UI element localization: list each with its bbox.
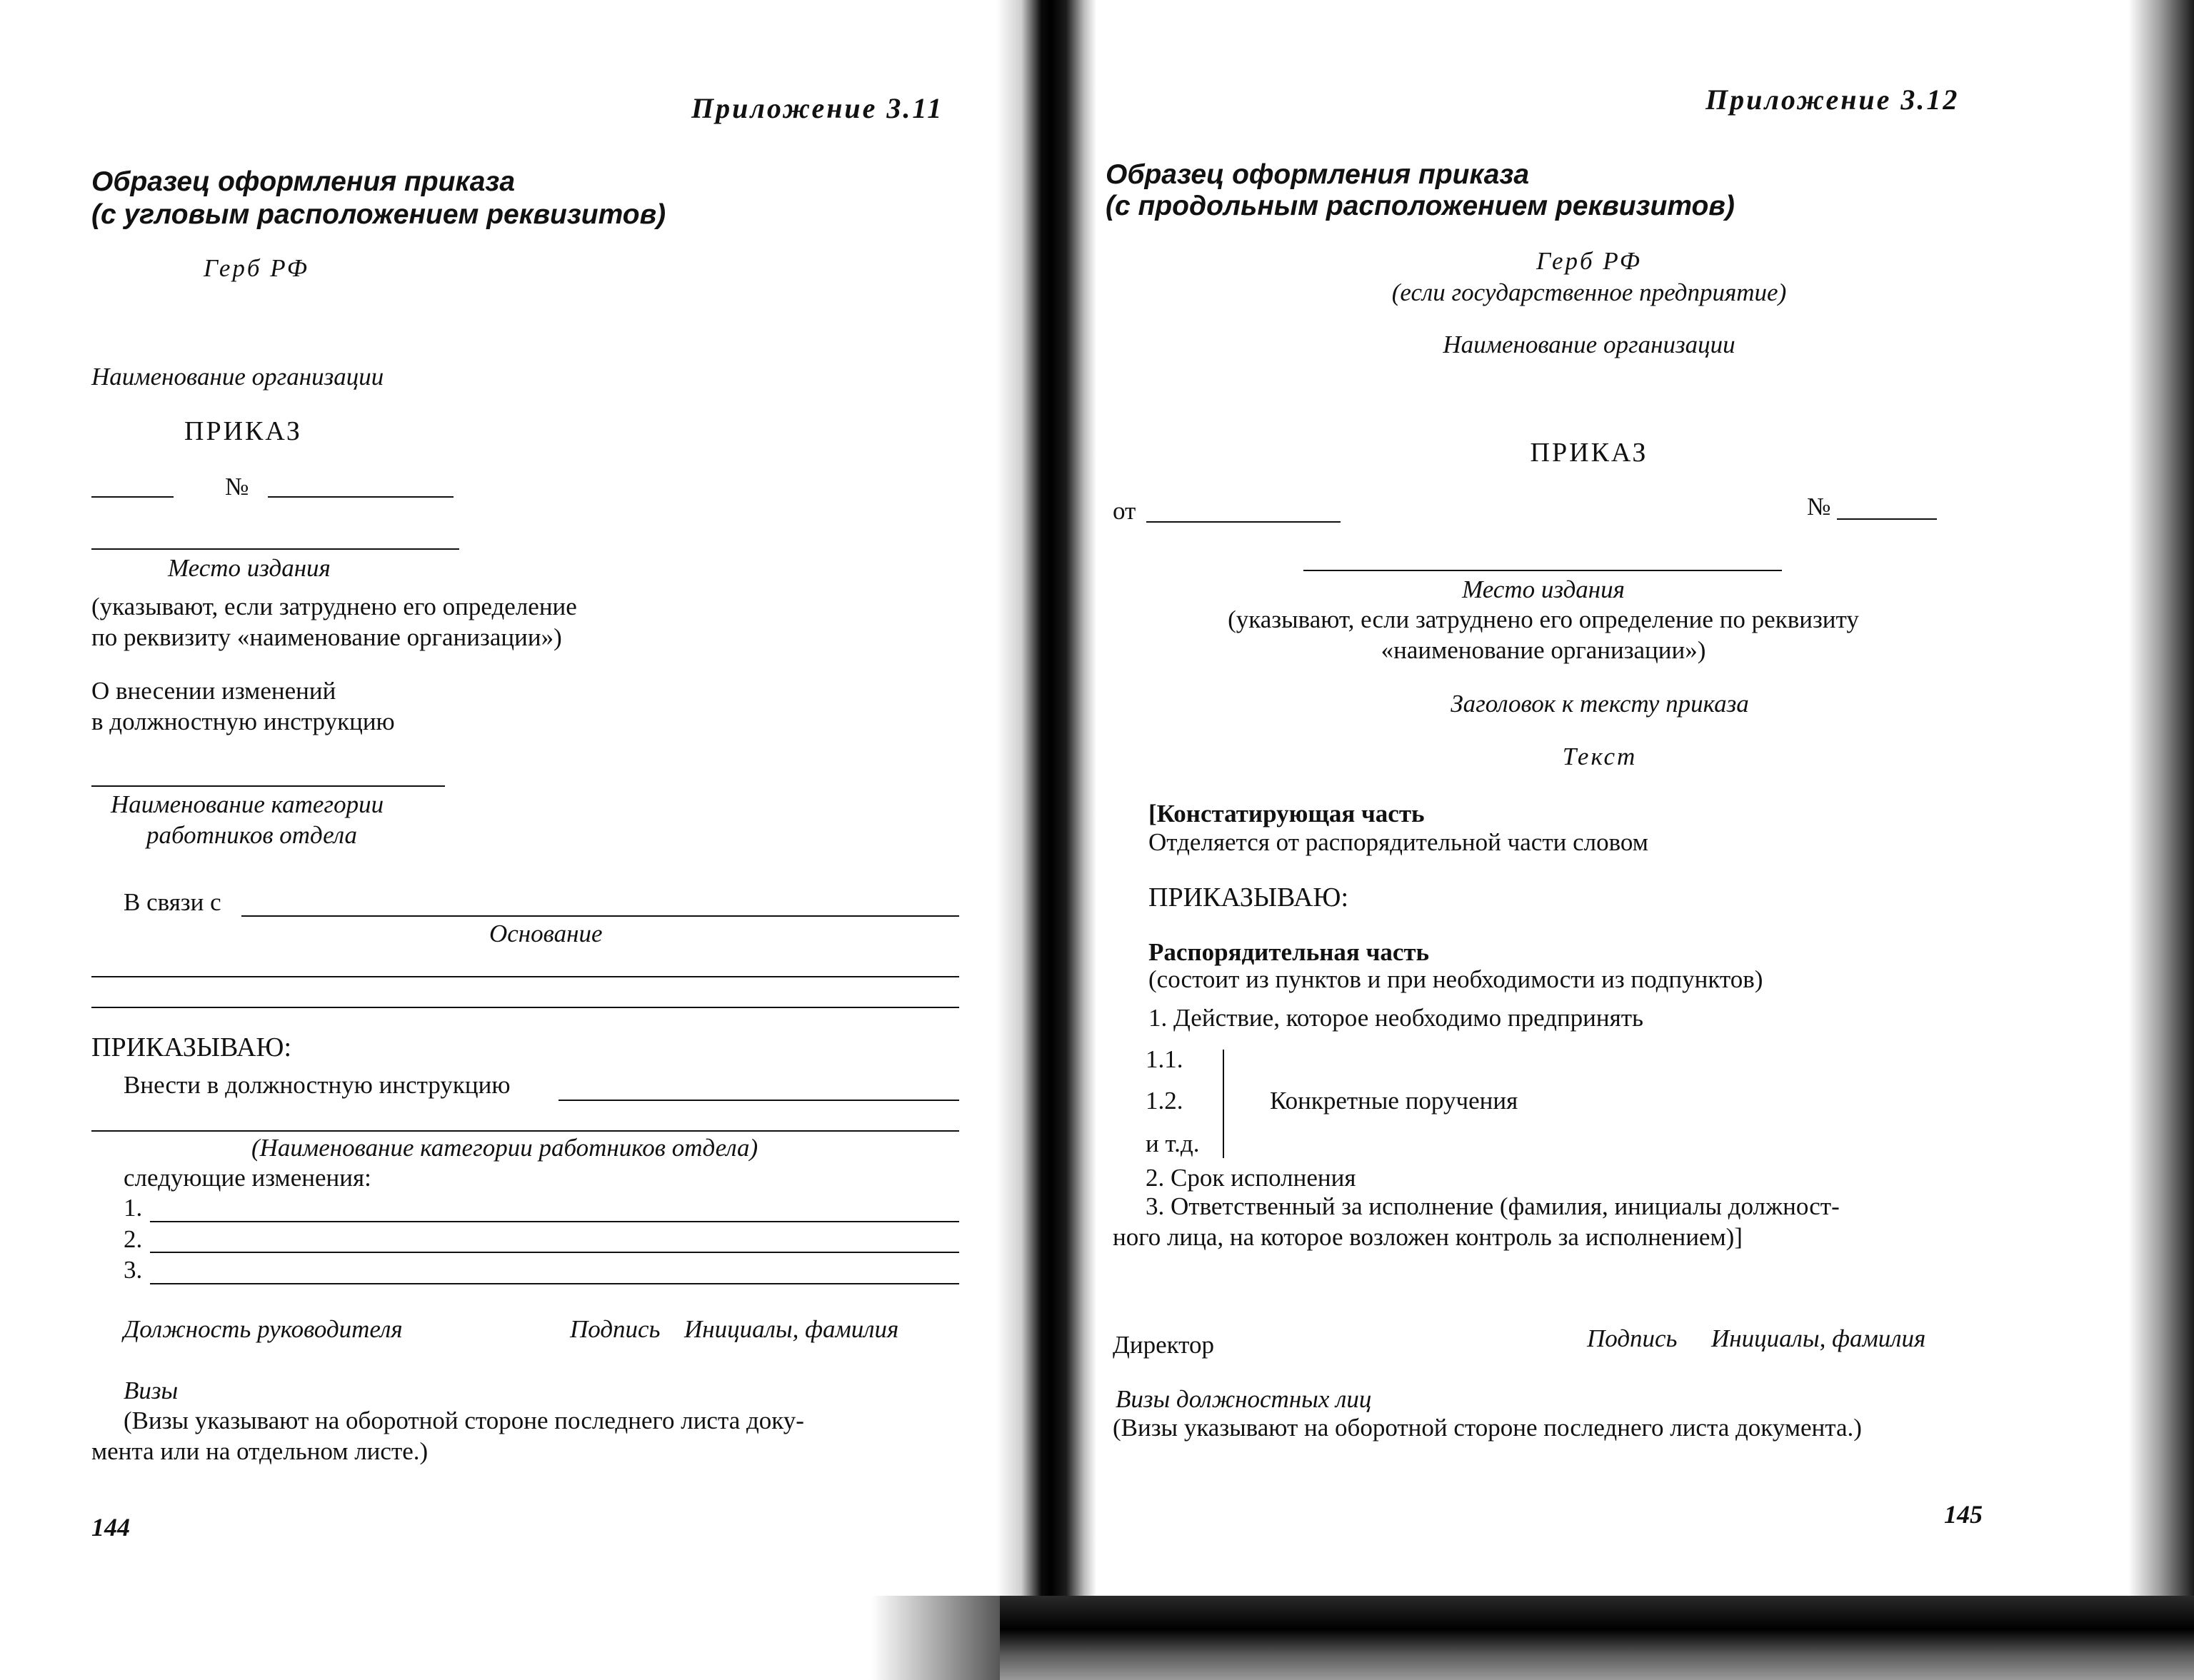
number-line xyxy=(268,496,454,498)
org-name-label: Наименование организации xyxy=(91,363,384,391)
subject-line1: О внесении изменений xyxy=(91,677,336,705)
place-label: Место издания xyxy=(168,554,331,582)
number-sign: № xyxy=(225,473,249,501)
sub-item-etc: и т.д. xyxy=(1146,1130,1200,1157)
change-item-1: 1. xyxy=(124,1194,143,1222)
sub-item-1-2: 1.2. xyxy=(1146,1087,1183,1115)
basis-label: Основание xyxy=(489,920,603,947)
from-label: от xyxy=(1113,497,1136,525)
place-note-line1: (указывают, если затруднено его определение по реквизиту xyxy=(1228,605,1859,633)
place-line xyxy=(1303,570,1782,571)
sub-item-1-1: 1.1. xyxy=(1146,1045,1183,1073)
place-line xyxy=(91,548,459,550)
category-caption: (Наименование категории работников отдела) xyxy=(251,1134,758,1162)
instruction-line-2 xyxy=(91,1130,959,1132)
bottom-shadow-left xyxy=(871,1596,1014,1680)
coat-of-arms-label: Герб РФ xyxy=(204,254,309,282)
category-line xyxy=(91,785,445,787)
coat-of-arms-label: Герб РФ xyxy=(1536,247,1642,275)
prikazyvayu-heading: ПРИКАЗЫВАЮ: xyxy=(1148,882,1349,912)
directive-part-note: (состоит из пунктов и при необходимости из подпунктов) xyxy=(1148,965,1763,993)
make-changes-label: Внести в должностную инструкцию xyxy=(124,1071,511,1099)
change-line-2 xyxy=(150,1252,959,1253)
category-label-line2: работников отдела xyxy=(146,821,358,849)
signature-label: Подпись xyxy=(1587,1324,1678,1352)
change-line-1 xyxy=(150,1221,959,1222)
place-note-line2: «наименование организации») xyxy=(1381,636,1706,664)
book-gutter-shadow xyxy=(996,0,1096,1680)
appendix-label: Приложение 3.12 xyxy=(1705,84,1960,116)
page-title: Образец оформления приказа xyxy=(91,166,516,197)
initials-label: Инициалы, фамилия xyxy=(684,1315,899,1343)
left-page xyxy=(0,0,1000,1680)
basis-line-3 xyxy=(91,1007,959,1008)
initials-label: Инициалы, фамилия xyxy=(1711,1324,1926,1352)
signature-label: Подпись xyxy=(570,1315,661,1343)
item-3-line2: ного лица, на которое возложен контроль за исполнением)] xyxy=(1113,1223,1743,1251)
date-line xyxy=(91,496,174,498)
item-2: 2. Срок исполнения xyxy=(1146,1164,1356,1192)
head-position-label: Должность руководителя xyxy=(124,1315,403,1343)
change-item-2: 2. xyxy=(124,1225,143,1253)
order-heading: ПРИКАЗ xyxy=(1530,438,1648,468)
director-label: Директор xyxy=(1113,1331,1215,1359)
instruction-line xyxy=(558,1100,959,1101)
basis-line xyxy=(241,915,959,917)
basis-line-2 xyxy=(91,976,959,977)
visas-note-line1: (Визы указывают на оборотной стороне последнего листа доку- xyxy=(124,1407,804,1434)
number-line xyxy=(1837,518,1937,520)
appendix-label: Приложение 3.11 xyxy=(691,92,944,124)
place-label: Место издания xyxy=(1462,575,1625,603)
change-item-3: 3. xyxy=(124,1256,143,1284)
place-note-line2: по реквизиту «наименование организации») xyxy=(91,623,562,651)
prikazyvayu-heading: ПРИКАЗЫВАЮ: xyxy=(91,1032,292,1062)
brace xyxy=(1223,1050,1224,1158)
right-page xyxy=(1086,0,2128,1680)
following-changes-label: следующие изменения: xyxy=(124,1164,371,1192)
item-3-line1: 3. Ответственный за исполнение (фамилия, инициалы должност- xyxy=(1146,1192,1840,1220)
subject-line2: в должностную инструкцию xyxy=(91,708,395,735)
org-name-label: Наименование организации xyxy=(1443,331,1735,358)
item-1: 1. Действие, которое необходимо предпринять xyxy=(1148,1004,1643,1032)
number-sign: № xyxy=(1807,493,1831,520)
heading-label: Заголовок к тексту приказа xyxy=(1451,690,1749,718)
stating-part-label: [Констатирующая часть xyxy=(1148,800,1425,828)
specific-orders-label: Конкретные поручения xyxy=(1270,1087,1518,1115)
change-line-3 xyxy=(150,1283,959,1284)
date-line xyxy=(1146,521,1341,523)
place-note-line1: (указывают, если затруднено его определение xyxy=(91,593,577,620)
coat-of-arms-note: (если государственное предприятие) xyxy=(1391,278,1787,306)
visas-label: Визы xyxy=(124,1377,179,1404)
separated-by-label: Отделяется от распорядительной части словом xyxy=(1148,828,1648,856)
text-label: Текст xyxy=(1562,743,1638,770)
bottom-shadow xyxy=(1000,1596,2194,1680)
visas-note-line2: мента или на отдельном листе.) xyxy=(91,1437,429,1465)
directive-part-label: Распорядительная часть xyxy=(1148,938,1430,966)
visas-label: Визы должностных лиц xyxy=(1116,1385,1372,1413)
category-label-line1: Наименование категории xyxy=(111,790,384,818)
page-number: 144 xyxy=(91,1513,130,1541)
page-title: Образец оформления приказа xyxy=(1106,159,1530,190)
page-subtitle: (с угловым расположением реквизитов) xyxy=(91,199,666,230)
in-connection-label: В связи с xyxy=(124,888,221,916)
page-number: 145 xyxy=(1944,1500,1983,1529)
page-edge-shadow xyxy=(2128,0,2194,1680)
order-heading: ПРИКАЗ xyxy=(184,416,302,446)
visas-note: (Визы указывают на оборотной стороне последнего листа документа.) xyxy=(1113,1414,1862,1442)
page-subtitle: (с продольным расположением реквизитов) xyxy=(1106,191,1735,221)
